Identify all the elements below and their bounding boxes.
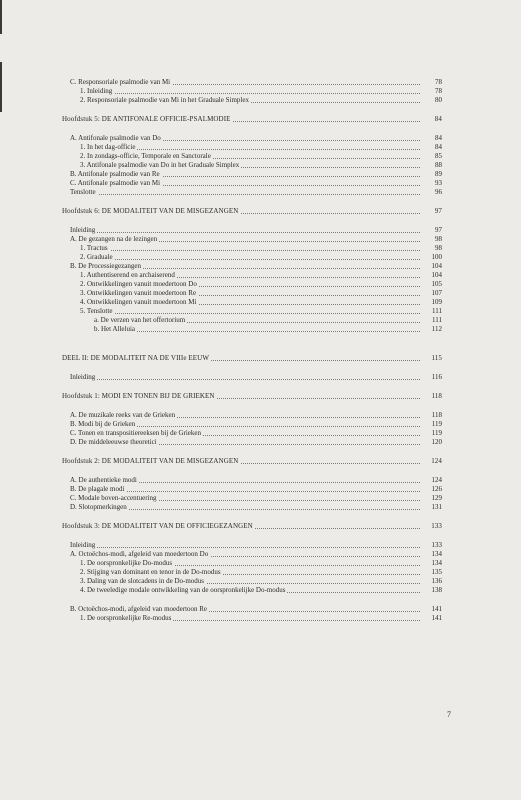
toc-page-number: 78 <box>422 78 442 87</box>
toc-page-number: 78 <box>422 87 442 96</box>
toc-page-number: 84 <box>422 134 442 143</box>
toc-entry-title: B. De plagale modi <box>70 485 125 493</box>
toc-entry-title: b. Het Alleluia <box>94 325 136 333</box>
toc-entry <box>62 152 442 161</box>
toc-spacer <box>62 124 442 134</box>
toc-entry-title: a. De verzen van het offertorium <box>94 316 186 324</box>
toc-entry <box>62 262 442 271</box>
toc-entry-title: A. Antifonale psalmodie van Do <box>70 134 161 142</box>
toc-page-number: 119 <box>422 429 442 438</box>
toc-entry <box>62 244 442 253</box>
toc-page-number: 138 <box>422 586 442 595</box>
toc-entry <box>62 143 442 152</box>
toc-spacer <box>62 197 442 207</box>
toc-entry-title: Inleiding <box>70 541 96 549</box>
toc-page-number: 111 <box>422 307 442 316</box>
toc-page-number: 85 <box>422 152 442 161</box>
toc-entry <box>62 280 442 289</box>
dot-leader <box>70 547 420 548</box>
toc-page-number: 116 <box>422 373 442 382</box>
toc-page-number: 107 <box>422 289 442 298</box>
toc-entry-title: C. Antifonale psalmodie van Mi <box>70 179 161 187</box>
toc-page-number: 120 <box>422 438 442 447</box>
toc-entry-title: 1. De oorspronkelijke Re-modus <box>80 614 172 622</box>
toc-page-number: 141 <box>422 605 442 614</box>
toc-page-number: 124 <box>422 476 442 485</box>
dot-leader <box>94 331 420 332</box>
toc-entry <box>62 577 442 586</box>
toc-entry-title: Inleiding <box>70 373 96 381</box>
toc-spacer <box>62 512 442 522</box>
toc-page-number: 124 <box>422 457 442 466</box>
toc-entry <box>62 134 442 143</box>
toc-entry-title: D. Slotopmerkingen <box>70 503 127 511</box>
toc-entry-title: 1. De oorspronkelijke Do-modus <box>80 559 173 567</box>
toc-entry-title: A. De muzikale reeks van de Grieken <box>70 411 176 419</box>
toc-entry <box>62 420 442 429</box>
toc-spacer <box>62 447 442 457</box>
toc-entry-title: Hoofdstuk 2: DE MODALITEIT VAN DE MISGEZANGEN <box>62 457 239 465</box>
toc-entry-title: 3. Daling van de slotcadens in de Do-modus <box>80 577 205 585</box>
toc-entry <box>62 316 442 325</box>
toc-entry <box>62 161 442 170</box>
dot-leader <box>80 313 420 314</box>
toc-entry-title: B. Modi bij de Grieken <box>70 420 136 428</box>
toc-heading <box>62 207 442 216</box>
toc-entry-title: A. Octoëchos-modi, afgeleid van moedertoon Do <box>70 550 209 558</box>
toc-page-number: 80 <box>422 96 442 105</box>
toc-page-number: 93 <box>422 179 442 188</box>
toc-entry-title: Hoofdstuk 6: DE MODALITEIT VAN DE MISGEZANGEN <box>62 207 239 215</box>
toc-entry <box>62 614 442 623</box>
toc-spacer <box>62 382 442 392</box>
toc-page-number: 118 <box>422 411 442 420</box>
toc-entry <box>62 235 442 244</box>
toc-entry-title: DEEL II: DE MODALITEIT NA DE VIIIe EEUW <box>62 354 210 362</box>
toc-page-number: 136 <box>422 577 442 586</box>
toc-entry <box>62 298 442 307</box>
toc-heading <box>62 457 442 466</box>
toc-entry <box>62 78 442 87</box>
toc-entry <box>62 170 442 179</box>
toc-entry-title: A. De authentieke modi <box>70 476 137 484</box>
dot-leader <box>80 93 420 94</box>
toc-spacer <box>62 401 442 411</box>
toc-entry-title: 1. Inleiding <box>80 87 113 95</box>
toc-spacer <box>62 595 442 605</box>
toc-page-number: 118 <box>422 392 442 401</box>
toc-page-number: 111 <box>422 316 442 325</box>
toc-spacer <box>62 531 442 541</box>
toc-page-number: 115 <box>422 354 442 363</box>
toc-page-number: 135 <box>422 568 442 577</box>
toc-entry-title: 3. Ontwikkelingen vanuit moedertoon Re <box>80 289 197 297</box>
toc-entry-title: 1. In het dag-officie <box>80 143 136 151</box>
toc-entry-title: A. De gezangen na de lezingen <box>70 235 158 243</box>
toc-page-number: 96 <box>422 188 442 197</box>
toc-entry-title: Inleiding <box>70 226 96 234</box>
toc-entry-title: C. Responsoriale psalmodie van Mi <box>70 78 171 86</box>
toc-page-number: 89 <box>422 170 442 179</box>
toc-page-number: 98 <box>422 235 442 244</box>
page-number: 7 <box>447 710 451 719</box>
toc-entry <box>62 550 442 559</box>
toc-entry <box>62 541 442 550</box>
toc-page-number: 100 <box>422 253 442 262</box>
toc-entry-title: Hoofdstuk 5: DE ANTIFONALE OFFICIE-PSALMODIE <box>62 115 231 123</box>
toc-page-number: 134 <box>422 550 442 559</box>
toc-heading <box>62 115 442 124</box>
toc-entry-title: Hoofdstuk 1: MODI EN TONEN BIJ DE GRIEKEN <box>62 392 215 400</box>
toc-page-number: 131 <box>422 503 442 512</box>
toc-heading <box>62 354 442 363</box>
toc-entry <box>62 429 442 438</box>
toc-spacer <box>62 363 442 373</box>
toc-entry <box>62 476 442 485</box>
toc-page-number: 119 <box>422 420 442 429</box>
dot-leader <box>80 259 420 260</box>
toc-entry <box>62 253 442 262</box>
toc-entry-title: 2. Graduale <box>80 253 113 261</box>
toc-spacer <box>62 216 442 226</box>
scan-edge-mark <box>0 0 2 34</box>
toc-entry-title: 4. Ontwikkelingen vanuit moedertoon Mi <box>80 298 197 306</box>
toc-entry <box>62 485 442 494</box>
toc-entry <box>62 586 442 595</box>
toc-page-number: 84 <box>422 115 442 124</box>
toc-entry-title: 2. In zondags-officie, Temporale en Sanctorale <box>80 152 211 160</box>
toc-page-number: 141 <box>422 614 442 623</box>
toc-entry <box>62 373 442 382</box>
toc-page-number: 104 <box>422 262 442 271</box>
toc-page-number: 134 <box>422 559 442 568</box>
toc-page-number: 97 <box>422 207 442 216</box>
toc-entry <box>62 271 442 280</box>
toc-page-number: 109 <box>422 298 442 307</box>
toc-page-number: 126 <box>422 485 442 494</box>
toc-entry <box>62 411 442 420</box>
toc-entry <box>62 188 442 197</box>
toc-entry <box>62 289 442 298</box>
toc-page-number: 104 <box>422 271 442 280</box>
toc-entry-title: 4. De tweeledige modale ontwikkeling van de oorspronkelijke Do-modus <box>80 586 286 594</box>
toc-spacer <box>62 466 442 476</box>
dot-leader <box>70 232 420 233</box>
dot-leader <box>70 379 420 380</box>
toc-entry <box>62 503 442 512</box>
toc-entry <box>62 559 442 568</box>
toc-entry-title: C. Modale boven-accentuering <box>70 494 157 502</box>
toc-page-number: 129 <box>422 494 442 503</box>
toc-entry <box>62 325 442 334</box>
toc-page-number: 97 <box>422 226 442 235</box>
toc-page-number: 88 <box>422 161 442 170</box>
toc-entry-title: 1. Authentiserend en archaiserend <box>80 271 175 279</box>
toc-entry-title: B. De Processiegezangen <box>70 262 141 270</box>
toc-entry-title: 1. Tractus <box>80 244 108 252</box>
toc-entry-title: 5. Tenslotte <box>80 307 113 315</box>
toc-entry <box>62 226 442 235</box>
toc-entry <box>62 605 442 614</box>
toc-page-number: 112 <box>422 325 442 334</box>
toc-entry-title: Hoofdstuk 3: DE MODALITEIT VAN DE OFFICIEGEZANGEN <box>62 522 253 530</box>
toc-entry-title: Tenslotte <box>70 188 96 196</box>
toc-entry-title: C. Tonen en transpositiereeksen bij de Grieken <box>70 429 201 437</box>
dot-leader <box>80 250 420 251</box>
toc-entry-title: 2. Stijging van dominant en tenor in de Do-modus <box>80 568 221 576</box>
toc-heading <box>62 522 442 531</box>
toc-entry-title: B. Octoëchos-modi, afgeleid van moedertoon Re <box>70 605 208 613</box>
toc-entry-title: 2. Ontwikkelingen vanuit moedertoon Do <box>80 280 197 288</box>
toc-entry <box>62 494 442 503</box>
toc-entry <box>62 307 442 316</box>
table-of-contents <box>62 78 442 623</box>
toc-entry <box>62 438 442 447</box>
dot-leader <box>70 194 420 195</box>
toc-entry <box>62 96 442 105</box>
toc-entry-title: 3. Antifonale psalmodie van Do in het Graduale Simplex <box>80 161 240 169</box>
toc-entry <box>62 87 442 96</box>
toc-entry <box>62 179 442 188</box>
toc-entry <box>62 568 442 577</box>
toc-entry-title: D. De middeleeuwse theoretici <box>70 438 157 446</box>
toc-entry-title: B. Antifonale psalmodie van Re <box>70 170 160 178</box>
toc-spacer <box>62 334 442 354</box>
toc-page-number: 133 <box>422 522 442 531</box>
toc-page-number: 98 <box>422 244 442 253</box>
toc-entry-title: 2. Responsoriale psalmodie van Mi in het Graduale Simplex <box>80 96 249 104</box>
toc-spacer <box>62 105 442 115</box>
scan-edge-mark <box>0 62 2 112</box>
toc-page-number: 105 <box>422 280 442 289</box>
toc-heading <box>62 392 442 401</box>
toc-page-number: 84 <box>422 143 442 152</box>
toc-page-number: 133 <box>422 541 442 550</box>
